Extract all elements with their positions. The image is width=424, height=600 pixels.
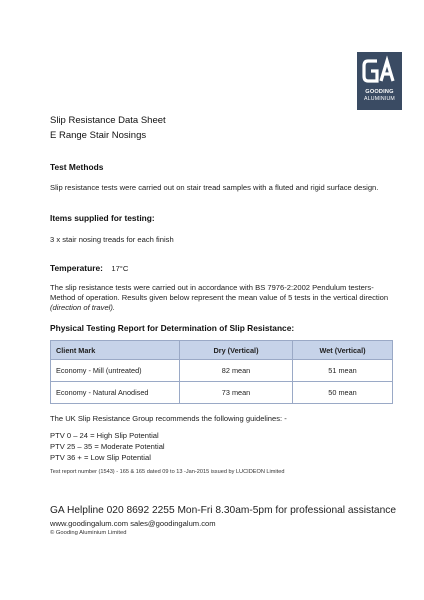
table-row <box>51 382 393 404</box>
items-heading: Items supplied for testing: <box>50 213 155 223</box>
test-report-note: Test report number (1543) - 165 & 165 dated 09 to 13 -Jan-2015 issued by LUCIDEON Limited <box>50 469 285 475</box>
logo-line2: ALUMINIUM <box>364 96 395 102</box>
guideline-line: PTV 0 – 24 = High Slip Potential <box>50 431 159 440</box>
ga-logo-mark-icon <box>357 52 402 92</box>
table-cell: 82 mean <box>180 360 293 382</box>
temperature-heading: Temperature: <box>50 263 103 273</box>
items-body: 3 x stair nosing treads for each finish <box>50 235 174 244</box>
table-cell: Economy - Natural Anodised <box>51 382 180 404</box>
column-header: Dry (Vertical) <box>180 341 293 360</box>
table-cell: 73 mean <box>180 382 293 404</box>
table-cell: Economy - Mill (untreated) <box>51 360 180 382</box>
footer-copyright: © Gooding Aluminium Limited <box>50 530 127 536</box>
logo-line1: GOODING <box>365 89 394 95</box>
column-header: Wet (Vertical) <box>293 341 393 360</box>
guideline-line: PTV 36 + = Low Slip Potential <box>50 453 151 462</box>
doc-title: Slip Resistance Data Sheet <box>50 115 166 126</box>
table-cell: 50 mean <box>293 382 393 404</box>
test-methods-heading: Test Methods <box>50 162 104 172</box>
slip-resistance-table <box>50 340 393 404</box>
report-heading: Physical Testing Report for Determination of Slip Resistance: <box>50 323 295 333</box>
table-row <box>51 360 393 382</box>
column-header: Client Mark <box>51 341 180 360</box>
temperature-row <box>50 258 128 276</box>
method-body: The slip resistance tests were carried out in accordance with BS 7976-2:2002 Pendulum testers- Method of operation. Results given below represent the mean value of 5 tests in the vertical direction <box>50 283 389 303</box>
gooding-aluminium-logo <box>357 52 402 110</box>
guidelines-intro: The UK Slip Resistance Group recommends the following guidelines: - <box>50 414 287 423</box>
method-italic: (direction of travel). <box>50 303 115 313</box>
guideline-line: PTV 25 – 35 = Moderate Potential <box>50 442 165 451</box>
temperature-value: 17°C <box>111 264 129 273</box>
table-cell: 51 mean <box>293 360 393 382</box>
method-paragraph <box>50 283 390 314</box>
test-methods-body: Slip resistance tests were carried out on stair tread samples with a fluted and rigid surface design. <box>50 183 379 192</box>
table-header-row <box>51 341 393 360</box>
footer-contact: www.goodingalum.com sales@goodingalum.com <box>50 519 216 528</box>
doc-subtitle: E Range Stair Nosings <box>50 130 147 141</box>
footer-helpline: GA Helpline 020 8692 2255 Mon-Fri 8.30am-5pm for professional assistance <box>50 505 396 516</box>
